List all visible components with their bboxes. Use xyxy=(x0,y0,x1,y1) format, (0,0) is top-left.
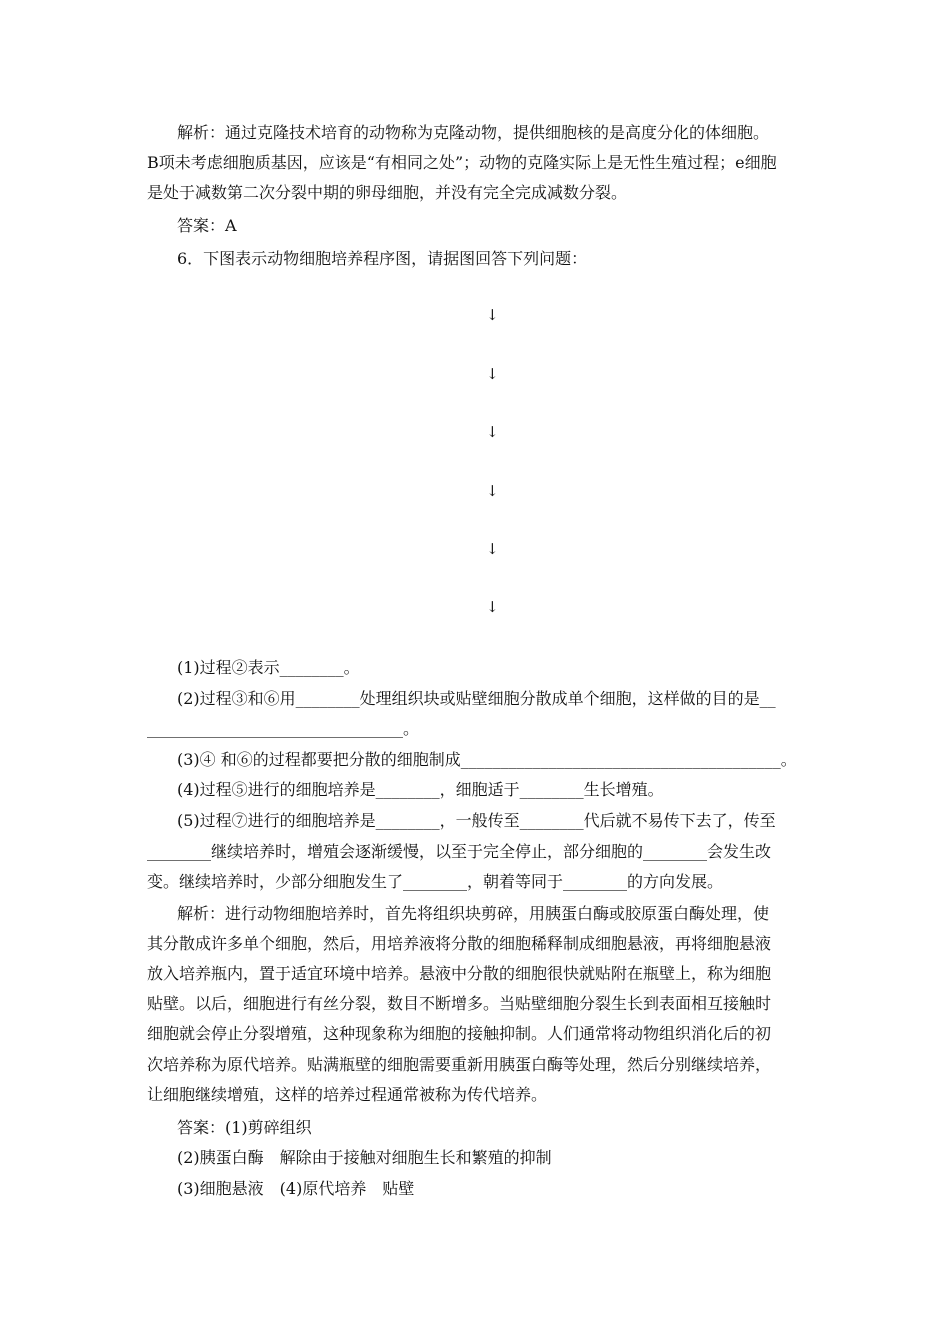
analysis-q6-line-2: 其分散成许多单个细胞，然后，用培养液将分散的细胞稀释制成细胞悬液，再将细胞悬液 xyxy=(147,934,772,953)
question-6-part-4: (4)过程⑤进行的细胞培养是________，细胞适于________生长增殖。 xyxy=(177,780,664,799)
analysis-q6-line-6: 次培养称为原代培养。贴满瓶壁的细胞需要重新用胰蛋白酶等处理，然后分别继续培养， xyxy=(147,1055,772,1074)
answer-q5: 答案：A xyxy=(177,216,237,235)
analysis-q6-line-1: 解析：进行动物细胞培养时，首先将组织块剪碎，用胰蛋白酶或胶原蛋白酶处理，使 xyxy=(177,904,770,923)
answer-q6-part-3-4: (3)细胞悬液 (4)原代培养 贴壁 xyxy=(177,1179,415,1198)
analysis-q6-line-5: 细胞就会停止分裂增殖，这种现象称为细胞的接触抑制。人们通常将动物组织消化后的初 xyxy=(147,1024,772,1043)
analysis-q6-line-4: 贴壁。以后，细胞进行有丝分裂，数目不断增多。当贴壁细胞分裂生长到表面相互接触时 xyxy=(147,994,772,1013)
flow-arrow-1: ↓ xyxy=(486,306,499,324)
flow-arrow-5: ↓ xyxy=(486,540,499,558)
question-6-part-5-cont-2: 变。继续培养时，少部分细胞发生了________，朝着等同于________的方向发展。 xyxy=(147,872,724,891)
question-6-part-5: (5)过程⑦进行的细胞培养是________，一般传至________代后就不易传下去了，传至 xyxy=(177,811,776,830)
flow-arrow-2: ↓ xyxy=(486,365,499,383)
analysis-q5-line-3: 是处于减数第二次分裂中期的卵母细胞，并没有完全完成减数分裂。 xyxy=(147,183,628,202)
flow-arrow-3: ↓ xyxy=(486,423,499,441)
answer-q6-part-1: 答案：(1)剪碎组织 xyxy=(177,1118,312,1137)
answer-q6-part-2: (2)胰蛋白酶 解除由于接触对细胞生长和繁殖的抑制 xyxy=(177,1148,552,1167)
question-6-part-2-cont: ________________________________。 xyxy=(147,719,420,738)
analysis-q5-line-1: 解析：通过克隆技术培育的动物称为克隆动物，提供细胞核的是高度分化的体细胞。 xyxy=(177,123,770,142)
question-6-part-3: (3)④ 和⑥的过程都要把分散的细胞制成________________________________________。 xyxy=(177,750,797,769)
analysis-q6-line-3: 放入培养瓶内，置于适宜环境中培养。悬液中分散的细胞很快就贴附在瓶壁上，称为细胞 xyxy=(147,964,772,983)
question-6-part-1: (1)过程②表示________。 xyxy=(177,658,360,677)
analysis-q6-line-7: 让细胞继续增殖，这样的培养过程通常被称为传代培养。 xyxy=(147,1085,548,1104)
question-6-title: 6．下图表示动物细胞培养程序图，请据图回答下列问题： xyxy=(177,249,588,268)
question-6-part-2: (2)过程③和⑥用________处理组织块或贴壁细胞分散成单个细胞，这样做的目的是__ xyxy=(177,689,776,708)
flow-arrow-4: ↓ xyxy=(486,482,499,500)
question-6-part-5-cont-1: ________继续培养时，增殖会逐渐缓慢，以至于完全停止，部分细胞的________会发生改 xyxy=(147,842,772,861)
flow-arrow-6: ↓ xyxy=(486,598,499,616)
analysis-q5-line-2: B项未考虑细胞质基因，应该是“有相同之处”；动物的克隆实际上是无性生殖过程；e细胞 xyxy=(147,153,777,172)
